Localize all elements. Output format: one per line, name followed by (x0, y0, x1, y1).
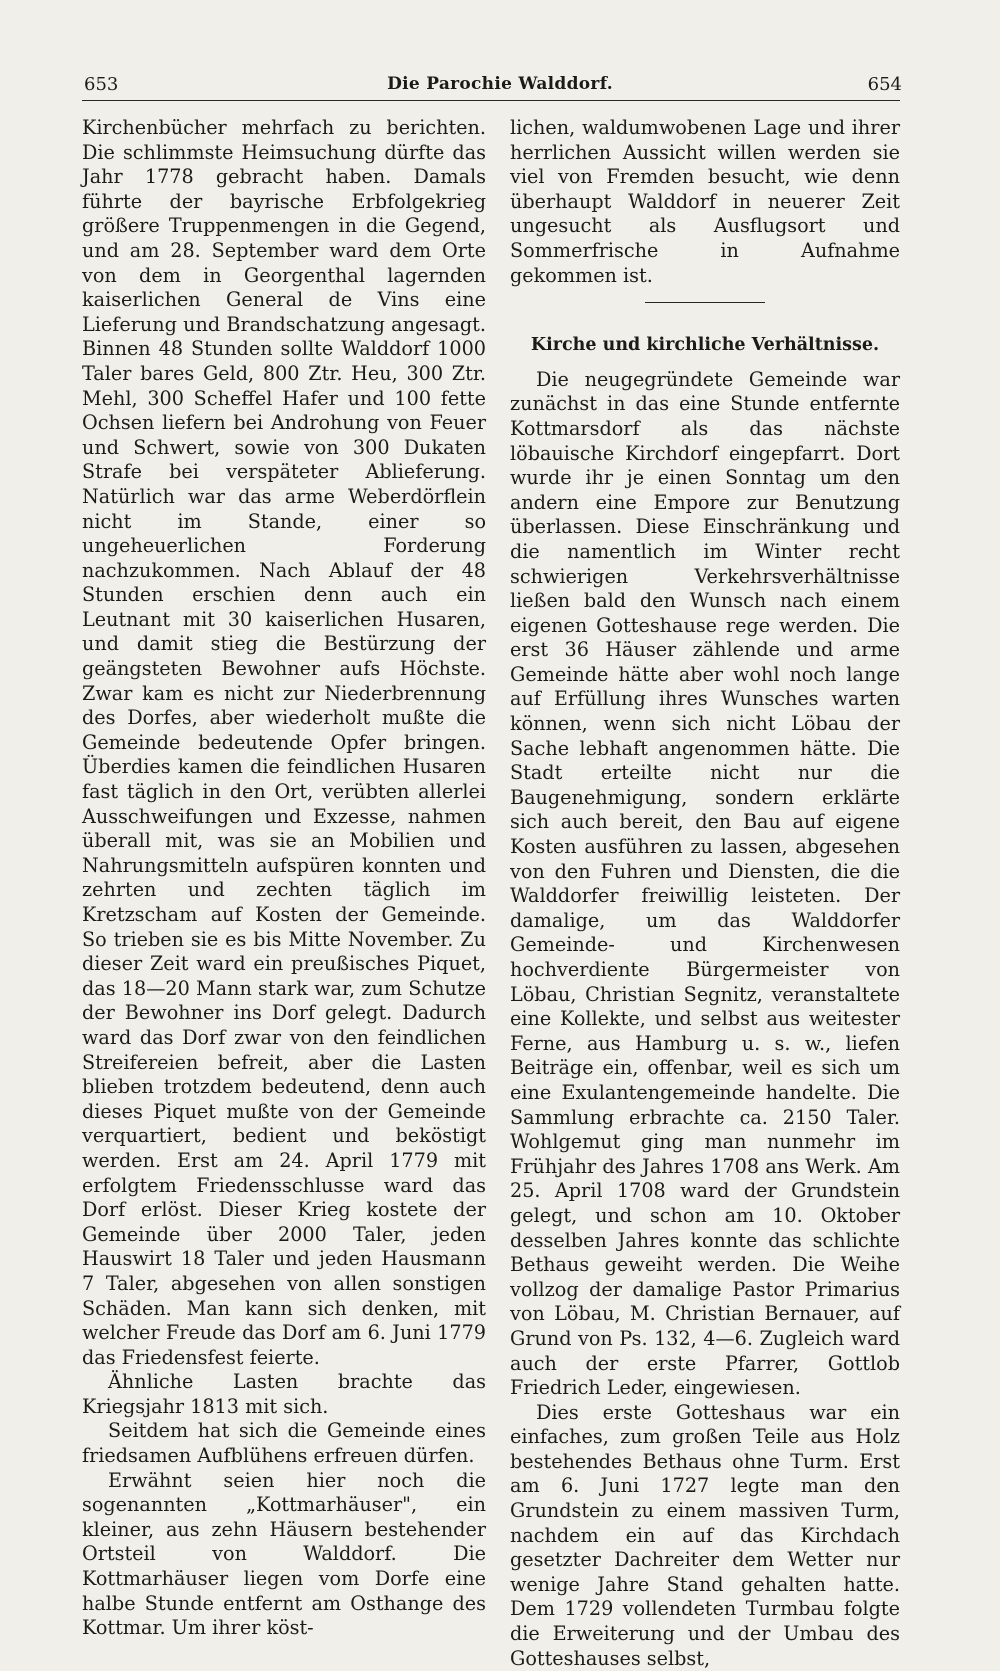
paragraph: Kirchenbücher mehrfach zu berichten. Die schlimmste Heimsuchung dürfte das Jahr 1778 gebracht haben. Damals führte der bayrische Erbfolgekrieg größere Truppenmengen in die Gegend, und am 28. September ward dem Orte von dem in Georgenthal lagernden kaiserlichen General de Vins eine Lieferung und Brandschatzung angesagt. Binnen 48 Stunden sollte Walddorf 1000 Taler bares Geld, 800 Ztr. Heu, 300 Ztr. Mehl, 300 Scheffel Hafer und 100 fette Ochsen liefern bei Androhung von Feuer und Schwert, sowie von 300 Dukaten Strafe bei verspäteter Ablieferung. Natürlich war das arme Weberdörflein nicht im Stande, einer so ungeheuerlichen Forderung nachzukommen. Nach Ablauf der 48 Stunden erschien denn auch ein Leutnant mit 30 kaiserlichen Husaren, und damit stieg die Bestürzung der geängsteten Bewohner aufs Höchste. Zwar kam es nicht zur Niederbrennung des Dorfes, aber wiederholt mußte die Gemeinde bedeutende Opfer bringen. Überdies kamen die feindlichen Husaren fast täglich in den Ort, verübten allerlei Ausschweifungen und Exzesse, nahmen überall mit, was sie an Mobilien und Nahrungsmitteln aufspüren konnten und zehrten und zechten täglich im Kretzscham auf Kosten der Gemeinde. So trieben sie es bis Mitte November. Zu dieser Zeit ward ein preußisches Piquet, das 18—20 Mann stark war, zum Schutze der Bewohner ins Dorf gelegt. Dadurch ward das Dorf zwar von den feindlichen Streifereien befreit, aber die Lasten blieben trotzdem bedeutend, denn auch dieses Piquet mußte von der Gemeinde verquartiert, bedient und beköstigt werden. Erst am 24. April 1779 mit erfolgtem Friedensschlusse ward das Dorf erlöst. Dieser Krieg kostete der Gemeinde über 2000 Taler, jeden Hauswirt 18 Taler und jeden Hausmann 7 Taler, abgesehen von allen sonstigen Schäden. Man kann sich denken, mit welcher Freude das Dorf am 6. Juni 1779 das Friedensfest feierte. (82, 116, 486, 1369)
paragraph: Die neugegründete Gemeinde war zunächst in das eine Stunde entfernte Kottmarsdorf als das nächste löbauische Kirchdorf eingepfarrt. Dort wurde ihr je einen Sonntag um den andern eine Empore zur Benutzung überlassen. Diese Einschränkung und die namentlich im Winter recht schwierigen Verkehrsverhältnisse ließen bald den Wunsch nach einem eigenen Gotteshause rege werden. Die erst 36 Häuser zählende und arme Gemeinde hätte aber wohl noch lange auf Erfüllung ihres Wunsches warten können, wenn sich nicht Löbau der Sache lebhaft angenommen hätte. Die Stadt erteilte nicht nur die Baugenehmigung, sondern erklärte sich auch bereit, den Bau auf eigene Kosten ausführen zu lassen, abgesehen von den Fuhren und Diensten, die die Walddorfer freiwillig leisteten. Der damalige, um das Walddorfer Gemeinde- und Kirchenwesen hochverdiente Bürgermeister von Löbau, Christian Segnitz, veranstaltete eine Kollekte, und selbst aus weitester Ferne, aus Hamburg u. s. w., liefen Beiträge ein, offenbar, weil es sich um eine Exulantengemeinde handelte. Die Sammlung erbrachte ca. 2150 Taler. Wohlgemut ging man nunmehr im Frühjahr des Jahres 1708 ans Werk. Am 25. April 1708 ward der Grundstein gelegt, und schon am 10. Oktober desselben Jahres konnte das schlichte Bethaus geweiht werden. Die Weihe vollzog der damalige Pastor Primarius von Löbau, M. Christian Bernauer, auf Grund von Ps. 132, 4—6. Zugleich ward auch der erste Pfarrer, Gottlob Friedrich Leder, eingewiesen. (510, 367, 900, 1400)
paragraph: Seitdem hat sich die Gemeinde eines friedsamen Aufblühens erfreuen dürfen. (82, 1419, 486, 1468)
page-number-right: 654 (867, 74, 902, 95)
paragraph: lichen, waldumwobenen Lage und ihrer herrlichen Aussicht willen werden sie viel von Fremden besucht, wie denn überhaupt Walddorf in neuerer Zeit ungesucht als Ausflugsort und Sommerfrische in Aufnahme gekommen ist. (510, 116, 900, 287)
page-number-left: 653 (84, 74, 119, 95)
paragraph: Erwähnt seien hier noch die sogenannten „Kottmarhäuser", ein kleiner, aus zehn Häusern bestehender Ortsteil von Walddorf. Die Kottmarhäuser liegen vom Dorfe eine halbe Stunde entfernt am Osthange des Kottmar. Um ihrer köst- (82, 1468, 486, 1640)
paragraph: Dies erste Gotteshaus war ein einfaches, zum großen Teile aus Holz bestehendes Bethaus ohne Turm. Erst am 6. Juni 1727 legte man den Grundstein zu einem massiven Turm, nachdem ein auf das Kirchdach gesetzter Dachreiter dem Wetter nur wenige Jahre Stand gehalten hatte. Dem 1729 vollendeten Turmbau folgte die Erweiterung und der Umbau des Gotteshauses selbst, (510, 1400, 900, 1670)
right-column (510, 116, 900, 1671)
running-title: Die Parochie Walddorf. (387, 74, 613, 94)
left-column (82, 116, 486, 1641)
section-heading: Kirche und kirchliche Verhältnisse. (530, 335, 880, 356)
paragraph: Ähnliche Lasten brachte das Kriegsjahr 1813 mit sich. (82, 1370, 486, 1418)
header-rule (82, 100, 900, 101)
section-divider (645, 302, 765, 303)
